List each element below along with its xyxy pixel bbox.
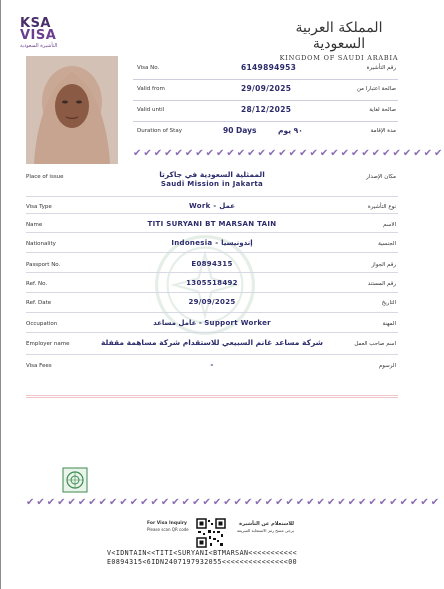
- row-divider: [26, 312, 398, 313]
- row-divider: [26, 272, 398, 273]
- place-of-issue-value-ar: الممثلية السعودية في جاكرتا: [159, 170, 265, 179]
- duration-value-ar: ٩٠ يوم: [278, 126, 303, 135]
- nationality-label-ar: الجنسية: [378, 241, 396, 247]
- place-of-issue-label-ar: مكان الإصدار: [366, 174, 396, 180]
- inquiry-title-ar: للاستعلام عن التأشيرة: [239, 521, 294, 527]
- name-label-ar: الاسم: [383, 222, 396, 228]
- passport-label-ar: رقم الجواز: [371, 262, 396, 268]
- inquiry-sub-en: Please scan QR code: [147, 527, 189, 532]
- duration-value: 90 Days: [223, 126, 257, 135]
- inquiry-title-en: For Visa Inquiry: [147, 521, 187, 526]
- chevron-strip-bottom: ✔✔✔✔✔✔✔✔✔✔✔✔✔✔✔✔✔✔✔✔✔✔✔✔✔✔✔✔✔✔✔✔✔✔✔✔✔✔✔✔: [26, 497, 442, 508]
- place-of-issue-value-en: Saudi Mission in Jakarta: [160, 180, 264, 188]
- name-row: [26, 219, 398, 237]
- occupation-label: Occupation: [26, 321, 58, 327]
- occupation-value: عامل مساعد - Support Worker: [153, 319, 271, 327]
- visa-type-row: [26, 201, 398, 219]
- duration-label-ar: مدة الإقامة: [370, 128, 396, 134]
- visa-fees-value: -: [210, 361, 214, 369]
- logo-line1: KSA: [20, 16, 51, 31]
- qr-code-icon[interactable]: [196, 518, 226, 548]
- green-seal-icon: [62, 467, 88, 493]
- employer-label: Employer name: [26, 341, 70, 347]
- employer-label-ar: اسم صاحب العمل: [354, 341, 396, 347]
- valid-until-row: [133, 100, 398, 122]
- place-of-issue-row: [26, 170, 398, 196]
- fees-pink-bar: [26, 395, 398, 398]
- portrait-icon: [26, 56, 118, 164]
- ksa-visa-logo: [20, 18, 60, 49]
- occupation-row: [26, 318, 398, 336]
- holder-photo: [26, 56, 118, 164]
- row-divider: [26, 252, 398, 253]
- logo-subtitle: التأشيرة السعودية: [20, 43, 58, 49]
- visa-fees-label: Visa Fees: [26, 363, 52, 369]
- visa-type-label: Visa Type: [26, 204, 52, 210]
- valid-from-value: 29/09/2025: [241, 84, 292, 93]
- ref-no-row: [26, 278, 398, 296]
- visa-inquiry-block: [144, 518, 300, 548]
- chevron-strip-top: ✔✔✔✔✔✔✔✔✔✔✔✔✔✔✔✔✔✔✔✔✔✔✔✔✔✔✔✔✔✔: [133, 148, 444, 159]
- visa-number-label: Visa No.: [137, 65, 160, 71]
- name-label: Name: [26, 222, 43, 228]
- kingdom-heading: [279, 20, 399, 62]
- ref-date-label: Ref. Date: [26, 300, 52, 306]
- passport-label: Passport No.: [26, 262, 61, 268]
- duration-label: Duration of Stay: [137, 128, 182, 134]
- ref-no-label: Ref. No.: [26, 281, 48, 287]
- visa-type-value: Work - عمل: [188, 202, 235, 210]
- row-divider: [26, 213, 398, 214]
- visa-type-label-ar: نوع التأشيرة: [367, 204, 396, 210]
- nationality-label: Nationality: [26, 241, 56, 247]
- valid-from-label-ar: صالحة اعتبارا من: [356, 86, 396, 92]
- passport-value: E0894315: [191, 260, 233, 268]
- mrz-line-2: E0894315<6IDN2407197932055<<<<<<<<<<<<<<<00: [107, 558, 298, 566]
- valid-from-label: Valid from: [137, 86, 165, 92]
- ref-no-label-ar: رقم المستند: [367, 281, 396, 287]
- row-divider: [26, 332, 398, 333]
- scan-edge-line: [0, 0, 1, 589]
- row-divider: [26, 292, 398, 293]
- valid-until-label: Valid until: [137, 107, 165, 113]
- name-value: TITI SURYANI BT MARSAN TAIN: [147, 220, 277, 228]
- nationality-row: [26, 238, 398, 256]
- employer-value: شركة مساعد غانم السبيعي للاستقدام شركة مساهمة مقفلة: [101, 338, 323, 347]
- section-divider: [26, 196, 398, 197]
- logo-line2: VISA: [20, 28, 57, 43]
- ref-date-label-ar: التاريخ: [381, 300, 396, 306]
- visa-fees-label-ar: الرسوم: [378, 363, 396, 369]
- ref-no-value: 1305518492: [186, 279, 238, 287]
- visa-number-value: 6149894953: [241, 63, 297, 72]
- duration-row: [133, 121, 398, 143]
- visa-fees-row: [26, 360, 398, 378]
- valid-until-value: 28/12/2025: [241, 105, 292, 114]
- kingdom-english: KINGDOM OF SAUDI ARABIA: [279, 54, 399, 62]
- nationality-value: Indonesia - إندونيسيا: [171, 239, 253, 247]
- row-divider: [26, 232, 398, 233]
- occupation-label-ar: المهنة: [382, 321, 396, 327]
- passport-row: [26, 259, 398, 277]
- mrz-line-1: V<IDNTAIN<<TITI<SURYANI<BTMARSAN<<<<<<<<<<<: [107, 549, 298, 557]
- place-of-issue-label: Place of issue: [26, 174, 64, 180]
- valid-from-row: [133, 79, 398, 101]
- ref-date-value: 29/09/2025: [188, 298, 236, 306]
- inquiry-sub-ar: يرجى مسح رمز الاستجابة السريعة: [236, 528, 294, 533]
- visa-number-row: [133, 58, 398, 80]
- row-divider: [26, 354, 398, 355]
- valid-until-label-ar: صالحة لغاية: [369, 107, 396, 113]
- visa-number-label-ar: رقم التأشيرة: [366, 65, 396, 71]
- kingdom-arabic: المملكة العربية السعودية: [295, 20, 383, 52]
